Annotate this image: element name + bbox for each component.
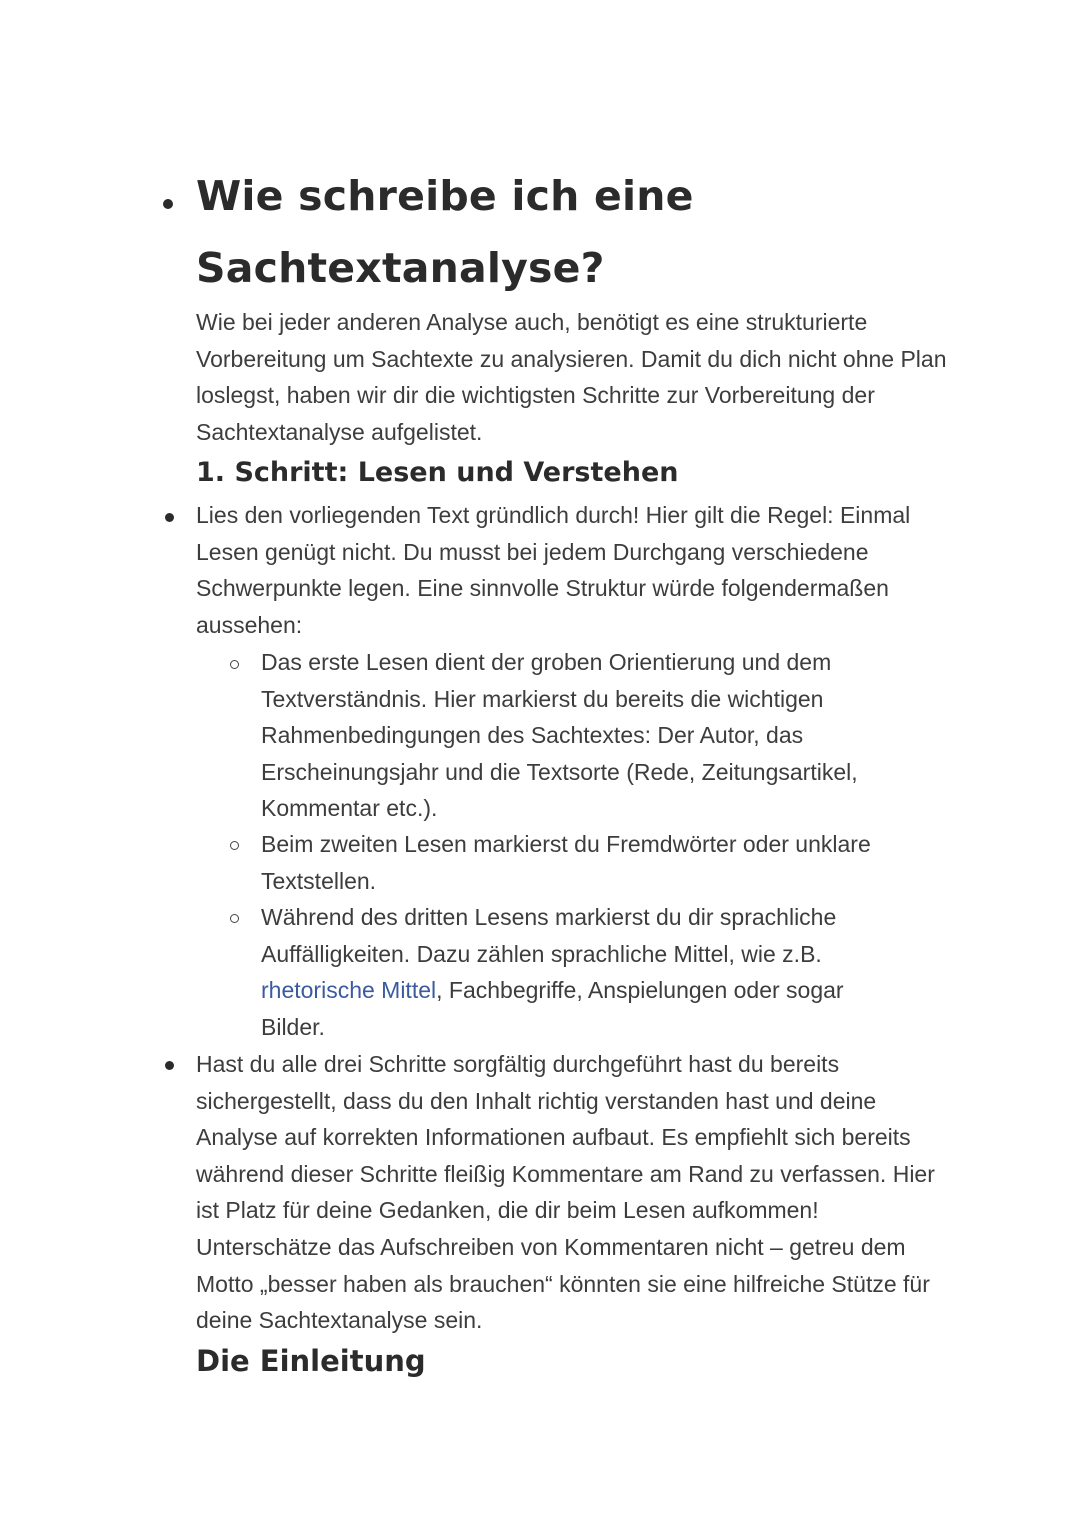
sub-list-bullet [230,914,239,923]
sub-list-bullet [230,841,239,850]
list-bullet [165,1061,174,1070]
step1-heading: 1. Schritt: Lesen und Verstehen [196,457,679,488]
sub-item-third-reading [261,899,901,1045]
rhetorische-mittel-link[interactable]: rhetorische Mittel [261,977,437,1004]
bullet-item-read-text: Lies den vorliegenden Text gründlich durch! Hier gilt die Regel: Einmal Lesen genügt nicht. Du musst bei jedem Durchgang verschiedene Schwerpunkte legen. Eine sinnvolle Struktur würde folgendermaßen aussehen: [196,502,911,638]
bullet-item-summary: Hast du alle drei Schritte sorgfältig durchgeführt hast du bereits sichergestellt, dass du den Inhalt richtig verstanden hast und deine Analyse auf korrekten Informationen aufbaut. Es empfiehlt sich bereits während dieser Schritte fleißig Kommentare am Rand zu verfassen. Hier ist Platz für deine Gedanken, die dir beim Lesen aufkommen! Unterschätze das Aufschreiben von Kommentaren nicht – getreu dem Motto „besser haben als brauchen“ könnten sie eine hilfreiche Stütze für deine Sachtextanalyse sein. [196,1051,935,1334]
sub-item-second-reading: Beim zweiten Lesen markierst du Fremdwörter oder unklare Textstellen. [261,831,871,894]
einleitung-heading: Die Einleitung [196,1344,426,1378]
sub3-text-before: Während des dritten Lesens markierst du dir sprachliche Auffälligkeiten. Dazu zählen sprachliche Mittel, wie z.B. [261,904,837,967]
list-bullet [165,513,174,522]
sub-item-first-reading: Das erste Lesen dient der groben Orientierung und dem Textverständnis. Hier markierst du bereits die wichtigen Rahmenbedingungen des Sachtextes: Der Autor, das Erscheinungsjahr und die Textsorte (Rede, Zeitungsartikel, Kommentar etc.). [261,649,858,822]
intro-paragraph: Wie bei jeder anderen Analyse auch, benötigt es eine strukturierte Vorbereitung um Sachtexte zu analysieren. Damit du dich nicht ohne Plan loslegst, haben wir dir die wichtigsten Schritte zur Vorbereitung der Sachtextanalyse aufgelistet. [196,309,947,445]
title-bullet [163,199,173,209]
page-title: Wie schreibe ich eine Sachtextanalyse? [196,172,694,292]
sub3-text-after: , Fachbegriffe, Anspielungen oder sogar Bilder. [261,977,844,1040]
sub-list-bullet [230,660,239,669]
